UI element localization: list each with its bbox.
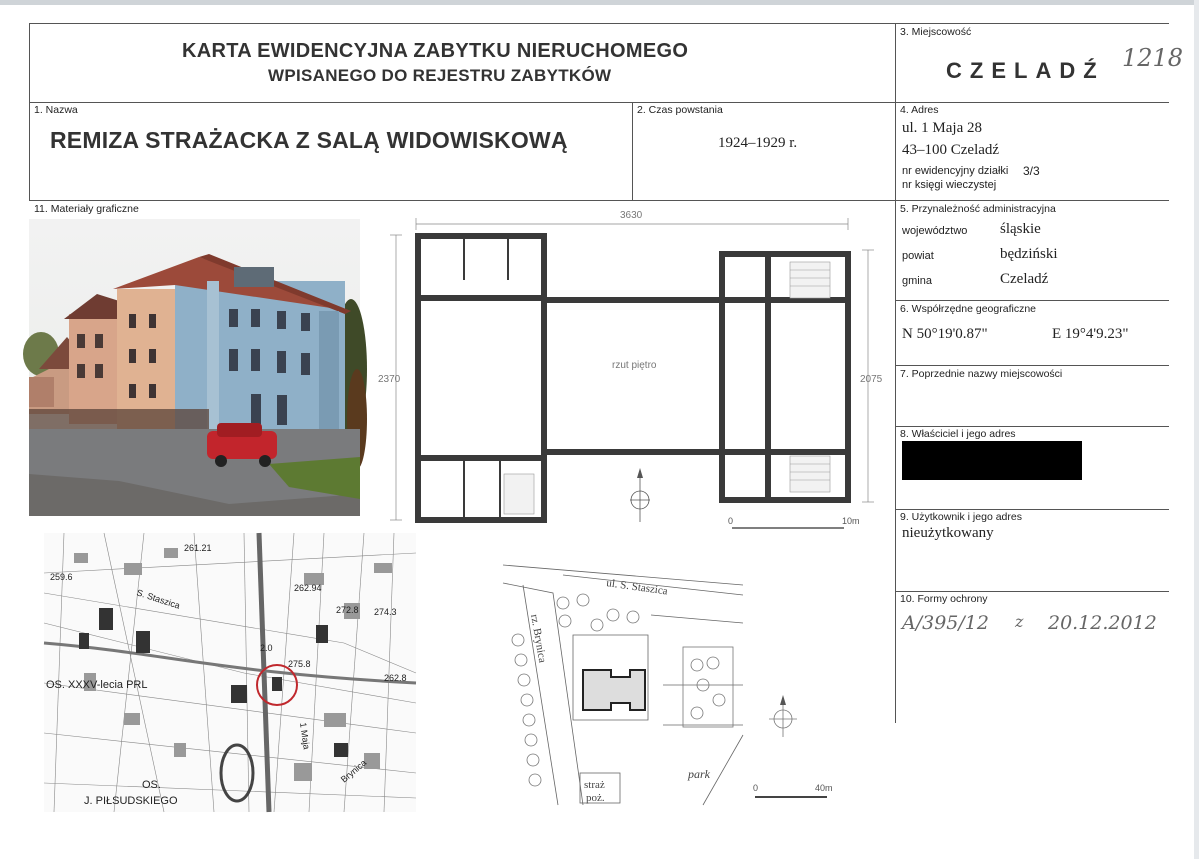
formy-ochrony-label: 10. Formy ochrony [900,593,988,605]
adres-street: ul. 1 Maja 28 [902,120,982,136]
poprzednie-nazwy-label: 7. Poprzednie nazwy miejscowości [900,368,1063,380]
register-separator-handwritten: z [1015,612,1024,631]
location-map [44,533,416,812]
czas-powstania-label: 2. Czas powstania [637,104,723,116]
parcel-label: nr ewidencyjny działki [902,165,1009,177]
miejscowosc-label: 3. Miejscowość [900,26,972,38]
miejscowosc-value: CZELADŹ [946,58,1105,83]
nazwa-value: REMIZA STRAŻACKA Z SALĄ WIDOWISKOWĄ [50,127,568,153]
wojewodztwo-value: śląskie [1000,221,1041,237]
plan-scale-start: 0 [728,516,734,526]
site-street-label: ul. S. Staszica [605,577,669,598]
latitude-value: N 50°19'0.87" [902,326,988,342]
site-park-label: park [688,767,710,781]
map-label: 274.3 [374,607,397,617]
map-label: 259.6 [50,572,73,582]
nazwa-label: 1. Nazwa [34,104,78,116]
plan-scale-end: 10m [842,516,860,526]
map-label: 275.8 [288,659,311,669]
register-number-handwritten: A/395/12 [902,612,989,634]
gmina-value: Czeladź [1000,271,1049,287]
site-scale-end: 40m [815,783,833,793]
floor-plan-drawing [376,210,883,532]
adres-label: 4. Adres [900,104,939,116]
redacted-owner-address [902,441,1082,480]
wlasciciel-label: 8. Właściciel i jego adres [900,428,1016,440]
map-label: 261.21 [184,543,212,553]
powiat-value: będziński [1000,246,1058,262]
uzytkownik-label: 9. Użytkownik i jego adres [900,511,1022,523]
map-label: S. Staszica [135,587,182,611]
czas-powstania-value: 1924–1929 r. [718,135,798,151]
gmina-key: gmina [902,275,932,287]
plan-right-dimension: 2075 [860,374,883,385]
map-label: 262.8 [384,673,407,683]
site-plan-drawing [503,555,848,813]
map-label: J. PIŁSUDSKIEGO [84,795,178,807]
land-register-label: nr księgi wieczystej [902,179,997,191]
plan-room-label: rzut piętro [612,360,657,371]
map-label: 2.0 [260,643,273,653]
site-fire-station-label: straż [584,779,605,791]
materialy-label: 11. Materiały graficzne [34,203,139,215]
scan-right-edge [1194,0,1199,859]
scan-top-edge [0,0,1199,5]
handwritten-card-number: 1218 [1122,44,1184,72]
map-label: 1 Maja [298,721,312,751]
plan-width-dimension: 3630 [620,210,643,221]
powiat-key: powiat [902,250,934,262]
uzytkownik-value: nieużytkowany [902,525,994,541]
longitude-value: E 19°4'9.23" [1052,326,1129,342]
map-label: 262.94 [294,583,322,593]
register-date-handwritten: 20.12.2012 [1048,612,1157,634]
site-fire-station-label2: poż. [586,792,605,804]
site-scale-start: 0 [753,783,759,793]
map-label: OS. [142,779,161,791]
wspolrzedne-label: 6. Współrzędne geograficzne [900,303,1036,315]
map-label: OS. XXXV-lecia PRL [46,679,148,691]
adres-postal: 43–100 Czeladź [902,142,1000,158]
przynaleznosc-label: 5. Przynależność administracyjna [900,203,1056,215]
form-title-line2: WPISANEGO DO REJESTRU ZABYTKÓW [268,66,612,85]
map-label: Brynica [338,757,369,785]
map-label: 272.8 [336,605,359,615]
parcel-value: 3/3 [1023,164,1040,178]
form-title-line1: KARTA EWIDENCYJNA ZABYTKU NIERUCHOMEGO [182,40,689,62]
site-river-label: rz. Brynica [528,613,549,664]
wojewodztwo-key: województwo [902,225,968,237]
building-photo [29,219,360,516]
plan-left-dimension: 2370 [378,374,401,385]
